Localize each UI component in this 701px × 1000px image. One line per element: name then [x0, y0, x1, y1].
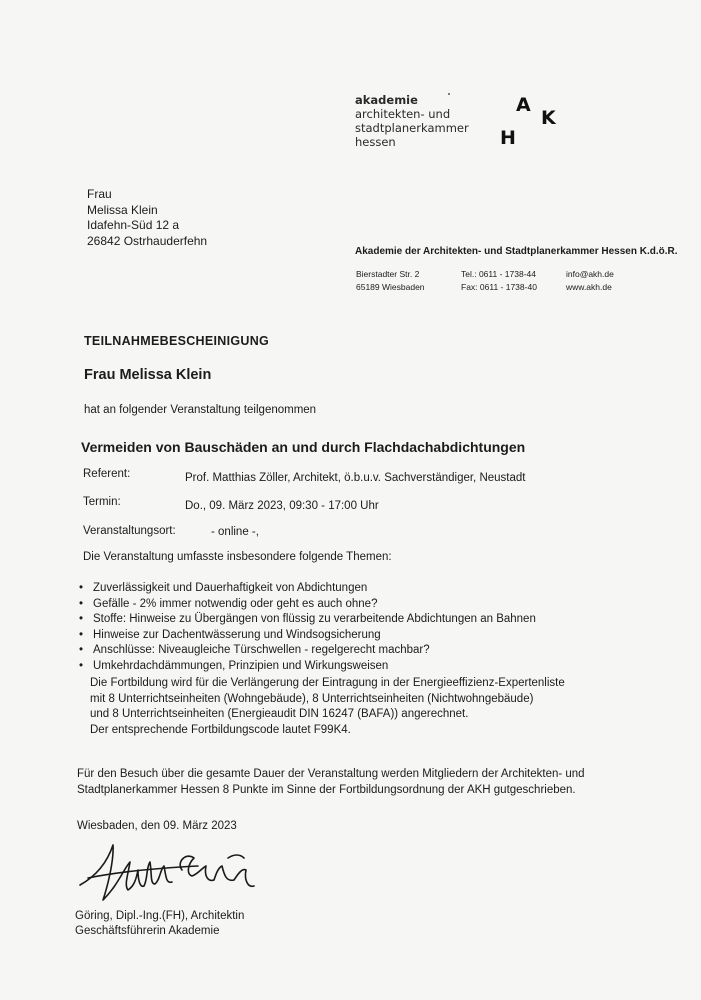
topics-list [79, 581, 536, 674]
sender-street: Bierstadter Str. 2 [356, 269, 420, 279]
termin-value: Do., 09. März 2023, 09:30 - 17:00 Uhr [185, 500, 379, 512]
sender-city: 65189 Wiesbaden [356, 281, 425, 292]
event-title: Vermeiden von Bauschäden an und durch Flachdachabdichtungen [81, 439, 526, 455]
credit-line-4: Der entsprechende Fortbildungscode lautet F99K4. [90, 723, 351, 736]
topic-item: • Umkehrdachdämmungen, Prinzipien und Wirkungsweisen [79, 659, 536, 675]
sender-tel: Tel.: 0611 - 1738-44 [461, 269, 536, 279]
credit-line-2: mit 8 Unterrichtseinheiten (Wohngebäude), 8 Unterrichtseinheiten (Nichtwohngebäude) [90, 692, 534, 705]
org-line-4: hessen [355, 135, 396, 149]
points-paragraph [77, 767, 692, 798]
credit-line-1: Die Fortbildung wird für die Verlängerung der Eintragung in der Energieeffizienz-Expertenliste [90, 677, 565, 689]
sender-website: www.akh.de [566, 281, 612, 292]
sender-phone [461, 268, 537, 293]
recipient-line-2: Melissa Klein [87, 202, 158, 217]
termin-label: Termin: [83, 496, 121, 508]
referent-value: Prof. Matthias Zöller, Architekt, ö.b.u.v. Sachverständiger, Neustadt [185, 472, 526, 484]
topic-item: • Stoffe: Hinweise zu Übergängen von flüssig zu verarbeitende Abdichtungen an Bahnen [79, 612, 536, 628]
location-value: - online -, [211, 526, 259, 538]
recipient-line-1: Frau [87, 187, 112, 201]
topic-item: • Anschlüsse: Niveaugleiche Türschwellen - regelgerecht machbar? [79, 643, 536, 659]
sender-address [356, 268, 425, 293]
letterhead-org [355, 93, 469, 149]
sender-name: Akademie der Architekten- und Stadtplanerkammer Hessen K.d.ö.R. [355, 246, 678, 257]
topics-intro: Die Veranstaltung umfasste insbesondere folgende Themen: [83, 551, 392, 563]
signatory-name: Göring, Dipl.-Ing.(FH), Architektin [75, 910, 245, 922]
credit-line-3: und 8 Unterrichtseinheiten (Energieaudit DIN 16247 (BAFA)) angerechnet. [90, 708, 469, 720]
location-label: Veranstaltungsort: [83, 525, 176, 537]
recipient-line-4: 26842 Ostrhauderfehn [87, 233, 208, 248]
dot-mark [448, 93, 450, 95]
sender-email: info@akh.de [566, 269, 614, 279]
referent-label: Referent: [83, 468, 131, 480]
participant-name: Frau Melissa Klein [84, 367, 212, 383]
signature [78, 840, 278, 910]
logo-letter-a: A [516, 94, 531, 116]
intro-text: hat an folgender Veranstaltung teilgenommen [84, 404, 317, 416]
topic-item: • Gefälle - 2% immer notwendig oder geht es auch ohne? [79, 597, 536, 613]
org-line-3: stadtplanerkammer [355, 121, 469, 135]
points-line-1: Für den Besuch über die gesamte Dauer der Veranstaltung werden Mitgliedern der Architekten- und [77, 768, 585, 780]
recipient-line-3: Idafehn-Süd 12 a [87, 218, 180, 232]
document-type: TEILNAHMEBESCHEINIGUNG [84, 334, 270, 348]
points-line-2: Stadtplanerkammer Hessen 8 Punkte im Sinne der Fortbildungsordnung der AKH gutgeschrieben. [77, 783, 576, 796]
signatory-block [75, 909, 244, 939]
signatory-role: Geschäftsführerin Akademie [75, 925, 220, 937]
recipient-address [87, 187, 207, 249]
place-date: Wiesbaden, den 09. März 2023 [77, 820, 237, 832]
org-line-2: architekten- und [355, 107, 451, 121]
topic-item: • Zuverlässigkeit und Dauerhaftigkeit von Abdichtungen [79, 581, 536, 597]
credit-paragraph [90, 676, 690, 738]
topic-item: • Hinweise zur Dachentwässerung und Windsogsicherung [79, 628, 536, 644]
logo-letter-h: H [500, 127, 516, 149]
sender-web [566, 268, 614, 293]
org-line-1: akademie [355, 93, 418, 107]
sender-fax: Fax: 0611 - 1738-40 [461, 281, 537, 292]
logo-letter-k: K [541, 107, 556, 129]
